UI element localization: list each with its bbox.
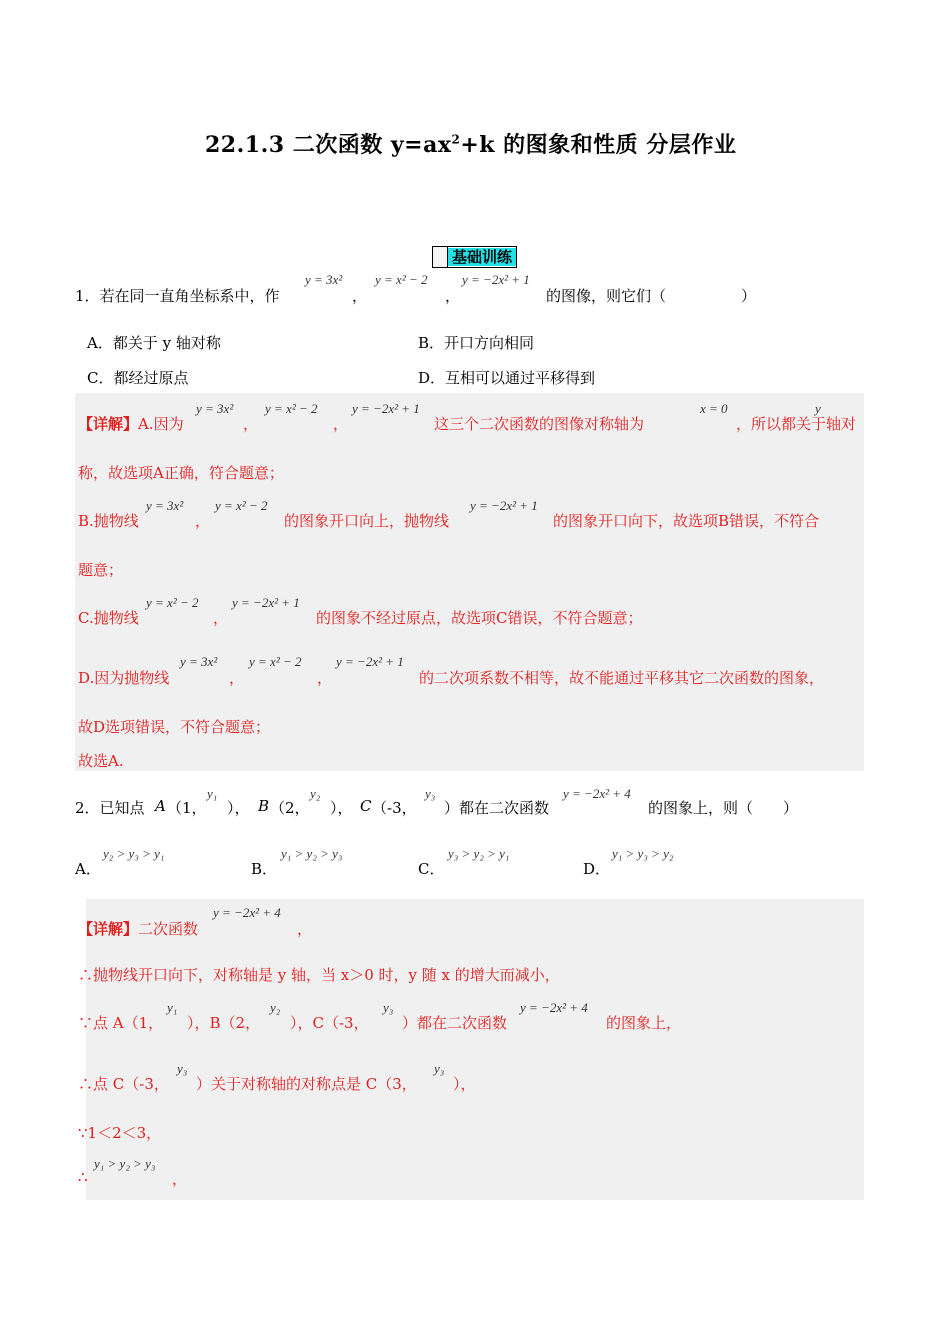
a2-l6expr: y₁ > y₂ > y₃ [94, 1156, 156, 1171]
q1-comma2: ， [445, 287, 461, 305]
a1-tag: 【详解】 [78, 415, 139, 433]
q2-option-c-label: C． [418, 860, 445, 878]
a2-l3y1: y₁ [167, 1000, 178, 1015]
q2-option-a-expr: y₂ > y₃ > y₁ [103, 846, 165, 861]
a1-l1d: 轴对 [826, 415, 857, 433]
q2-y2: y₂ [310, 786, 321, 801]
a2-l3b: ），B（2， [187, 1014, 261, 1032]
a1-l1c: ，所以都关于 [736, 415, 827, 433]
a1-l3eq1: y = 3x² [146, 498, 184, 513]
a1-line7: 故D选项错误，不符合题意； [78, 718, 271, 736]
a1-l3eq2: y = x² − 2 [215, 498, 268, 513]
a1-l1b: 这三个二次函数的图像对称轴为 [434, 415, 645, 433]
q1-eq3: y = −2x² + 1 [462, 272, 530, 287]
a2-l3y3: y₃ [383, 1000, 394, 1015]
a1-line1 [78, 413, 184, 434]
a2-l3y2: y₂ [270, 1000, 281, 1015]
q2-option-b-expr: y₁ > y₂ > y₃ [281, 846, 343, 861]
a1-l6a: D.因为抛物线 [78, 669, 170, 687]
a2-l3c: ），C（-3， [290, 1014, 369, 1032]
q1-comma1: ， [352, 287, 368, 305]
a2-l4c: ）， [453, 1075, 476, 1093]
a2-l3e: 的图象上， [606, 1014, 682, 1032]
q2-s7: ）都在二次函数 [444, 799, 550, 817]
q2-s8: 的图象上，则（ ） [648, 799, 799, 817]
a2-l4b: ）关于对称轴的对称点是 C（3， [196, 1075, 417, 1093]
a2-l1a: 二次函数 [138, 920, 199, 938]
a1-l6comma1: ， [229, 669, 245, 687]
a2-l3eq: y = −2x² + 4 [520, 1000, 588, 1015]
a2-l6b: ， [172, 1170, 188, 1188]
q1-option-c[interactable]: C．都经过原点 [87, 369, 189, 387]
q1-option-a[interactable]: A．都关于 y 轴对称 [87, 334, 221, 352]
a1-l1eq: x = 0 [700, 401, 728, 416]
q2-y3: y₃ [425, 786, 436, 801]
title-prefix: 22.1.3 二次函数 y=ax [205, 132, 452, 158]
a1-l3comma: ， [195, 512, 211, 530]
q1-eq1: y = 3x² [305, 272, 343, 287]
q1-eq2: y = x² − 2 [375, 272, 428, 287]
a1-eq2: y = x² − 2 [265, 401, 318, 416]
section-marker [433, 247, 448, 267]
q2-option-b[interactable] [251, 858, 277, 879]
q2-s5: ）， [330, 799, 353, 817]
a1-comma2: ， [333, 415, 349, 433]
a2-tag: 【详解】 [78, 920, 139, 938]
a2-l4y3a: y₃ [177, 1061, 188, 1076]
q1-option-d[interactable]: D．互相可以通过平移得到 [418, 369, 596, 387]
a2-l6a: ∴ [78, 1168, 88, 1186]
q2-option-c[interactable] [418, 858, 444, 879]
a2-l4a: ∴点 C（-3， [78, 1075, 169, 1093]
answer1-panel [75, 393, 864, 771]
a2-l4y3b: y₃ [434, 1061, 445, 1076]
q2-s4: （2， [270, 799, 310, 817]
q2-s2: （1， [167, 799, 207, 817]
q2-C: C [360, 797, 372, 815]
a1-line8: 故选A. [78, 752, 124, 770]
a1-line4: 题意； [78, 561, 124, 579]
a1-l3a: B.抛物线 [78, 512, 139, 530]
a1-l6eq2: y = x² − 2 [249, 654, 302, 669]
q2-option-a-label: A． [75, 860, 101, 878]
q2-B: B [258, 797, 270, 815]
q2-s3: ）， [227, 799, 250, 817]
q2-y1: y₁ [207, 786, 218, 801]
q2-option-d[interactable] [583, 858, 610, 879]
a2-line5: ∵1＜2＜3， [78, 1124, 162, 1142]
q2-option-a[interactable] [75, 858, 101, 879]
a2-line1 [78, 918, 198, 939]
q2-s6: （-3， [372, 799, 417, 817]
a1-l1y: y [815, 401, 821, 416]
q1-option-b[interactable]: B．开口方向相同 [418, 334, 535, 352]
title-suffix: +k 的图象和性质 分层作业 [460, 132, 737, 158]
a1-l5eq3: y = −2x² + 1 [232, 595, 300, 610]
a2-l1eq: y = −2x² + 4 [213, 905, 281, 920]
a1-l3eq3: y = −2x² + 1 [470, 498, 538, 513]
q2-option-d-label: D． [583, 860, 611, 878]
q2-option-d-expr: y₁ > y₃ > y₂ [612, 846, 674, 861]
page-title [205, 128, 736, 159]
q2-s1: 2．已知点 [75, 799, 145, 817]
a1-l5a: C.抛物线 [78, 609, 139, 627]
a2-l3d: ）都在二次函数 [402, 1014, 508, 1032]
a1-l5eq2: y = x² − 2 [146, 595, 199, 610]
a1-line2: 称，故选项A正确，符合题意； [78, 464, 284, 482]
q2-A: A [155, 797, 166, 815]
section-label: 基础训练 [448, 248, 516, 266]
q1-stem [75, 285, 280, 306]
q2-eq: y = −2x² + 4 [563, 786, 631, 801]
q2-option-b-label: B． [251, 860, 278, 878]
section-label-box [432, 246, 517, 268]
a1-comma1: ， [243, 415, 259, 433]
a1-l6b: 的二次项系数不相等，故不能通过平移其它二次函数的图象， [419, 669, 825, 687]
a1-l1a: A.因为 [138, 415, 184, 433]
a1-l3c: 的图象开口向下，故选项B错误，不符合 [553, 512, 820, 530]
answer2-panel [86, 899, 864, 1200]
a2-l1b: ， [297, 920, 313, 938]
a1-eq3: y = −2x² + 1 [352, 401, 420, 416]
a1-l6comma2: ， [317, 669, 333, 687]
a1-l5b: 的图象不经过原点，故选项C错误，不符合题意； [316, 609, 643, 627]
q1-stem-a: 1．若在同一直角坐标系中，作 [75, 287, 280, 305]
a1-l5comma: ， [213, 609, 229, 627]
title-sup: 2 [451, 132, 461, 147]
a2-l3a: ∵点 A（1， [78, 1014, 164, 1032]
q2-option-c-expr: y₃ > y₂ > y₁ [448, 846, 510, 861]
a1-l6eq3: y = −2x² + 1 [336, 654, 404, 669]
q1-stem-b: 的图像，则它们（ ） [546, 287, 757, 305]
a1-eq1: y = 3x² [196, 401, 234, 416]
a1-l6eq1: y = 3x² [180, 654, 218, 669]
a2-line2: ∴抛物线开口向下，对称轴是 y 轴，当 x＞0 时，y 随 x 的增大而减小， [78, 966, 560, 984]
a1-l3b: 的图象开口向上，抛物线 [284, 512, 450, 530]
